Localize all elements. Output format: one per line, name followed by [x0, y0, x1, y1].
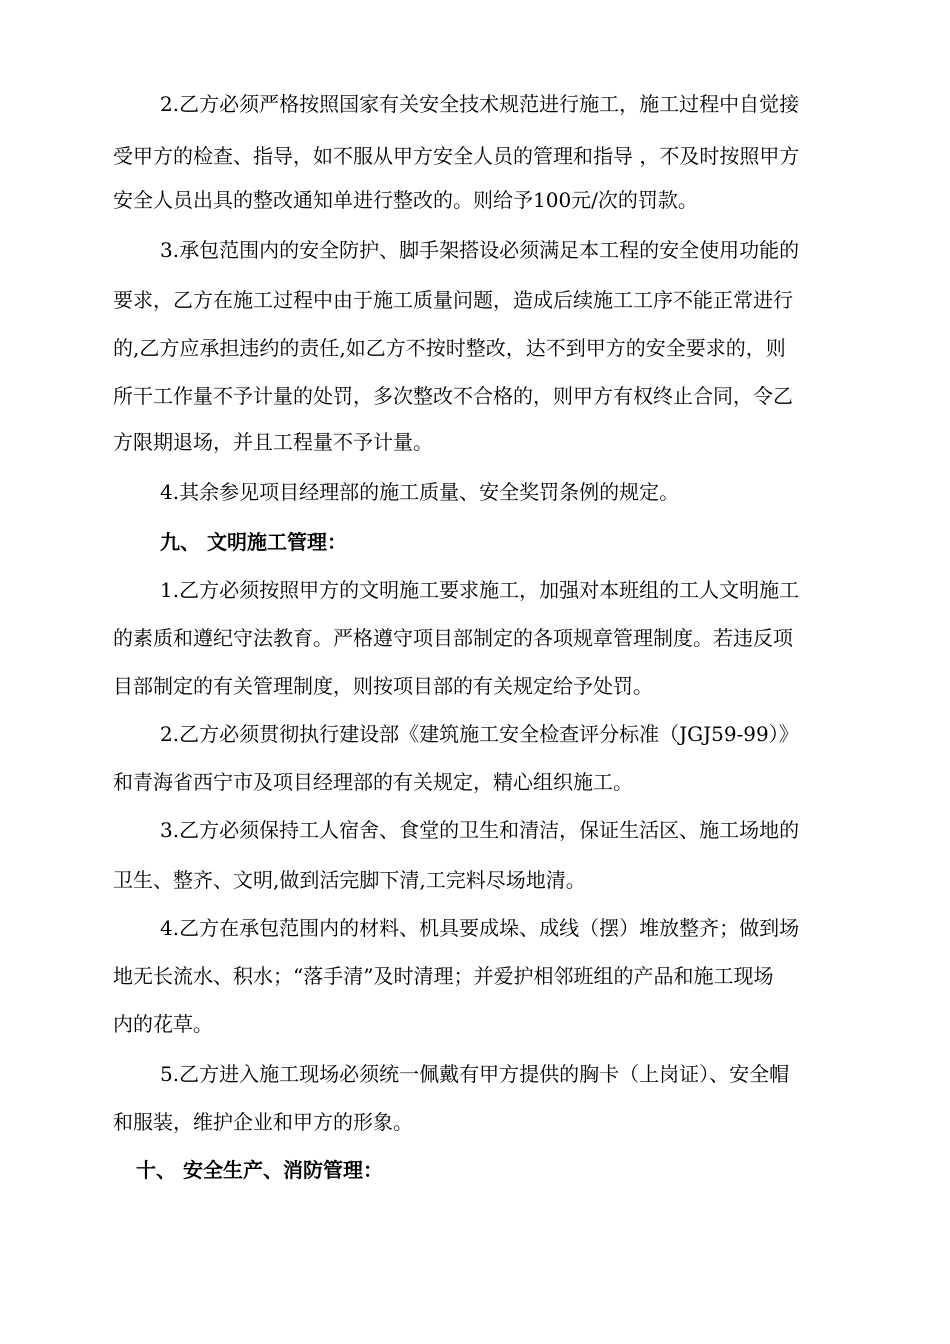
section-9-clause-1-line-3: 目部制定的有关管理制度，则按项目部的有关规定给予处罚。 [113, 674, 653, 698]
section-9-clause-5-line-1: 5.乙方进入施工现场必须统一佩戴有甲方提供的胸卡（上岗证）、安全帽 [160, 1062, 790, 1086]
section-9-clause-4-line-2: 地无长流水、积水；“落手清”及时清理；并爱护相邻班组的产品和施工现场 [113, 964, 774, 988]
clause-3-line-5: 方限期退场，并且工程量不予计量。 [113, 430, 433, 454]
clause-3-line-2: 要求，乙方在施工过程中由于施工质量问题，造成后续施工工序不能正常进行 [113, 288, 793, 312]
section-heading-9: 九、 文明施工管理： [160, 530, 347, 554]
section-9-clause-2-line-2: 和青海省西宁市及项目经理部的有关规定，精心组织施工。 [113, 770, 633, 794]
section-9-clause-1-line-1: 1.乙方必须按照甲方的文明施工要求施工，加强对本班组的工人文明施工 [160, 578, 800, 602]
section-9-clause-2-line-1: 2.乙方必须贯彻执行建设部《建筑施工安全检查评分标准（JGJ59-99）》 [160, 722, 799, 746]
clause-4-line-1: 4.其余参见项目经理部的施工质量、安全奖罚条例的规定。 [160, 480, 680, 504]
section-9-clause-3-line-2: 卫生、整齐、文明,做到活完脚下清,工完料尽场地清。 [113, 868, 586, 892]
section-9-clause-4-line-3: 内的花草。 [113, 1012, 213, 1036]
clause-3-line-4: 所干工作量不予计量的处罚，多次整改不合格的，则甲方有权终止合同，令乙 [113, 384, 793, 408]
clause-2-line-1: 2.乙方必须严格按照国家有关安全技术规范进行施工，施工过程中自觉接 [160, 92, 800, 116]
section-9-clause-4-line-1: 4.乙方在承包范围内的材料、机具要成垛、成线（摆）堆放整齐；做到场 [160, 916, 800, 940]
clause-3-line-3: 的,乙方应承担违约的责任,如乙方不按时整改，达不到甲方的安全要求的，则 [113, 336, 786, 360]
clause-3-line-1: 3.承包范围内的安全防护、脚手架搭设必须满足本工程的安全使用功能的 [160, 238, 800, 262]
section-9-clause-3-line-1: 3.乙方必须保持工人宿舍、食堂的卫生和清洁，保证生活区、施工场地的 [160, 818, 800, 842]
clause-2-line-2: 受甲方的检查、指导，如不服从甲方安全人员的管理和指导 ，不及时按照甲方 [113, 144, 800, 168]
section-heading-10: 十、 安全生产、消防管理： [136, 1158, 383, 1182]
clause-2-line-3: 安全人员出具的整改通知单进行整改的。则给予100元/次的罚款。 [113, 188, 698, 212]
section-9-clause-1-line-2: 的素质和遵纪守法教育。严格遵守项目部制定的各项规章管理制度。若违反项 [113, 626, 793, 650]
section-9-clause-5-line-2: 和服装，维护企业和甲方的形象。 [113, 1110, 413, 1134]
